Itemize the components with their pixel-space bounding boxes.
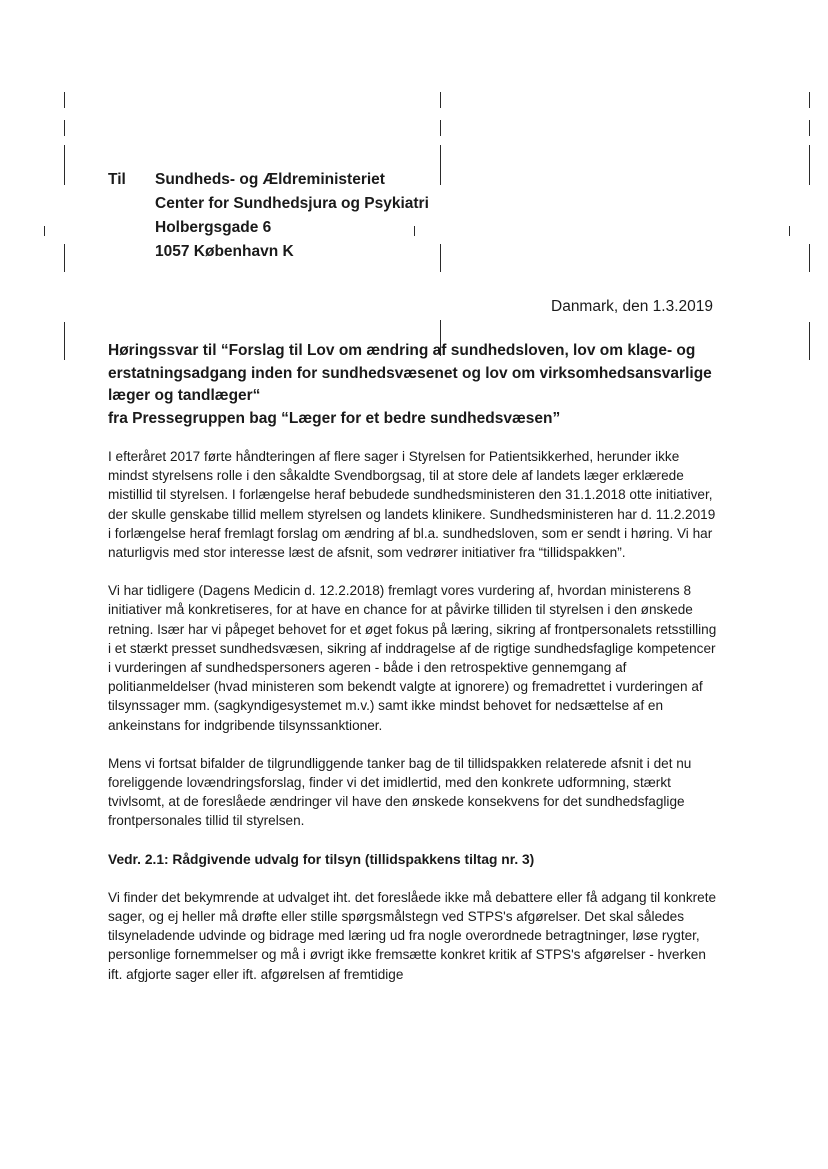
scan-artifact-line: [44, 226, 45, 236]
scan-artifact-line: [64, 244, 65, 272]
scan-artifact-line: [809, 145, 810, 185]
scan-artifact-line: [440, 244, 441, 272]
scan-artifact-line: [789, 226, 790, 236]
scan-artifact-line: [440, 92, 441, 108]
scan-artifact-line: [440, 145, 441, 185]
recipient-line: Sundheds- og Ældreministeriet: [155, 171, 385, 188]
scan-artifact-line: [809, 120, 810, 136]
recipient-label: Til: [108, 171, 126, 188]
recipient-line: Center for Sundhedsjura og Psykiatri: [155, 195, 429, 212]
title-subline: fra Pressegruppen bag “Læger for et bedre sundhedsvæsen”: [108, 409, 561, 427]
scan-artifact-line: [64, 92, 65, 108]
title-line: Høringssvar til “Forslag til Lov om ændring af sundhedsloven, lov om klage- og erstatningsadgang inden for sundhedsvæsenet og lov om virksomhedsansvarlige læger og tandlæger“: [108, 342, 712, 404]
body-paragraph: I efteråret 2017 førte håndteringen af flere sager i Styrelsen for Patientsikkerhed, herunder ikke mindst styrelsens rolle i den såkaldte Svendborgsag, til at store dele af landets læger erklærede mistillid til styrelsen. I forlængelse heraf bebudede sundhedsministeren den 31.1.2018 otte initiativer, der skulle genskabe tillid mellem styrelsen og landets klinikere. Sundhedsministeren har d. 11.2.2019 i forlængelse heraf fremlagt forslag om ændring af bl.a. sundhedsloven, som er sendt i høring. Vi har naturligvis med stor interesse læst de afsnit, som vedrører initiativer fra “tillidspakken”.: [108, 449, 716, 561]
document-title: [108, 340, 728, 430]
scan-artifact-line: [64, 322, 65, 360]
scan-artifact-line: [809, 244, 810, 272]
section-paragraph: Vi finder det bekymrende at udvalget iht. det foreslåede ikke må debattere eller få adgang til konkrete sager, og ej heller må drøfte eller stille spørgsmålstegn ved STPS's afgørelser. Det skal således tilsyneladende udvinde og bidrage med læring ud fra nogle overordnede betragtninger, løse rygter, personlige fornemmelser og må i øvrigt ikke fremsætte konkret kritik af STPS's afgørelser - hverken ift. afgjorte sager eller ift. afgørelsen af fremtidige: [108, 889, 717, 982]
scan-artifact-line: [809, 322, 810, 360]
recipient-line: Holbergsgade 6: [155, 219, 272, 236]
scan-artifact-line: [440, 120, 441, 136]
scan-artifact-line: [64, 120, 65, 136]
document-body: [108, 447, 720, 1003]
section-heading: Vedr. 2.1: Rådgivende udvalg for tilsyn (tillidspakkens tiltag nr. 3): [108, 851, 535, 867]
body-paragraph: Mens vi fortsat bifalder de tilgrundliggende tanker bag de til tillidspakken relaterede afsnit i det nu foreliggende lovændringsforslag, finder vi det imidlertid, med den konkrete udformning, stærkt tvivlsomt, at de foreslåede ændringer vil have den ønskede konsekvens for det sundhedsfaglige frontpersonales tillid til styrelsen.: [108, 755, 692, 829]
scan-artifact-line: [809, 92, 810, 108]
recipient-line: 1057 København K: [155, 243, 294, 260]
scan-artifact-line: [64, 145, 65, 185]
recipient-address: [155, 168, 429, 264]
body-paragraph: Vi har tidligere (Dagens Medicin d. 12.2.2018) fremlagt vores vurdering af, hvordan ministerens 8 initiativer må konkretiseres, for at have en chance for at påvirke tilliden til styrelsen i den ønskede retning. Især har vi påpeget behovet for et øget fokus på læring, sikring af frontpersonalets retsstilling i et stærkt presset sundhedsvæsen, sikring af inddragelse af de rigtige sundhedsfaglige kompetencer i vurderingen af sundhedspersoners ageren - både i den retrospektive gennemgang af politianmeldelser (hvad ministeren som bekendt valgte at ignorere) og fremadrettet i vurderingen af tilsynssager mm. (sagkyndigesystemet m.v.) samt ikke mindst behovet for nedsættelse af en ankeinstans for indgribende tilsynssanktioner.: [108, 583, 717, 733]
date-line: Danmark, den 1.3.2019: [551, 298, 713, 315]
